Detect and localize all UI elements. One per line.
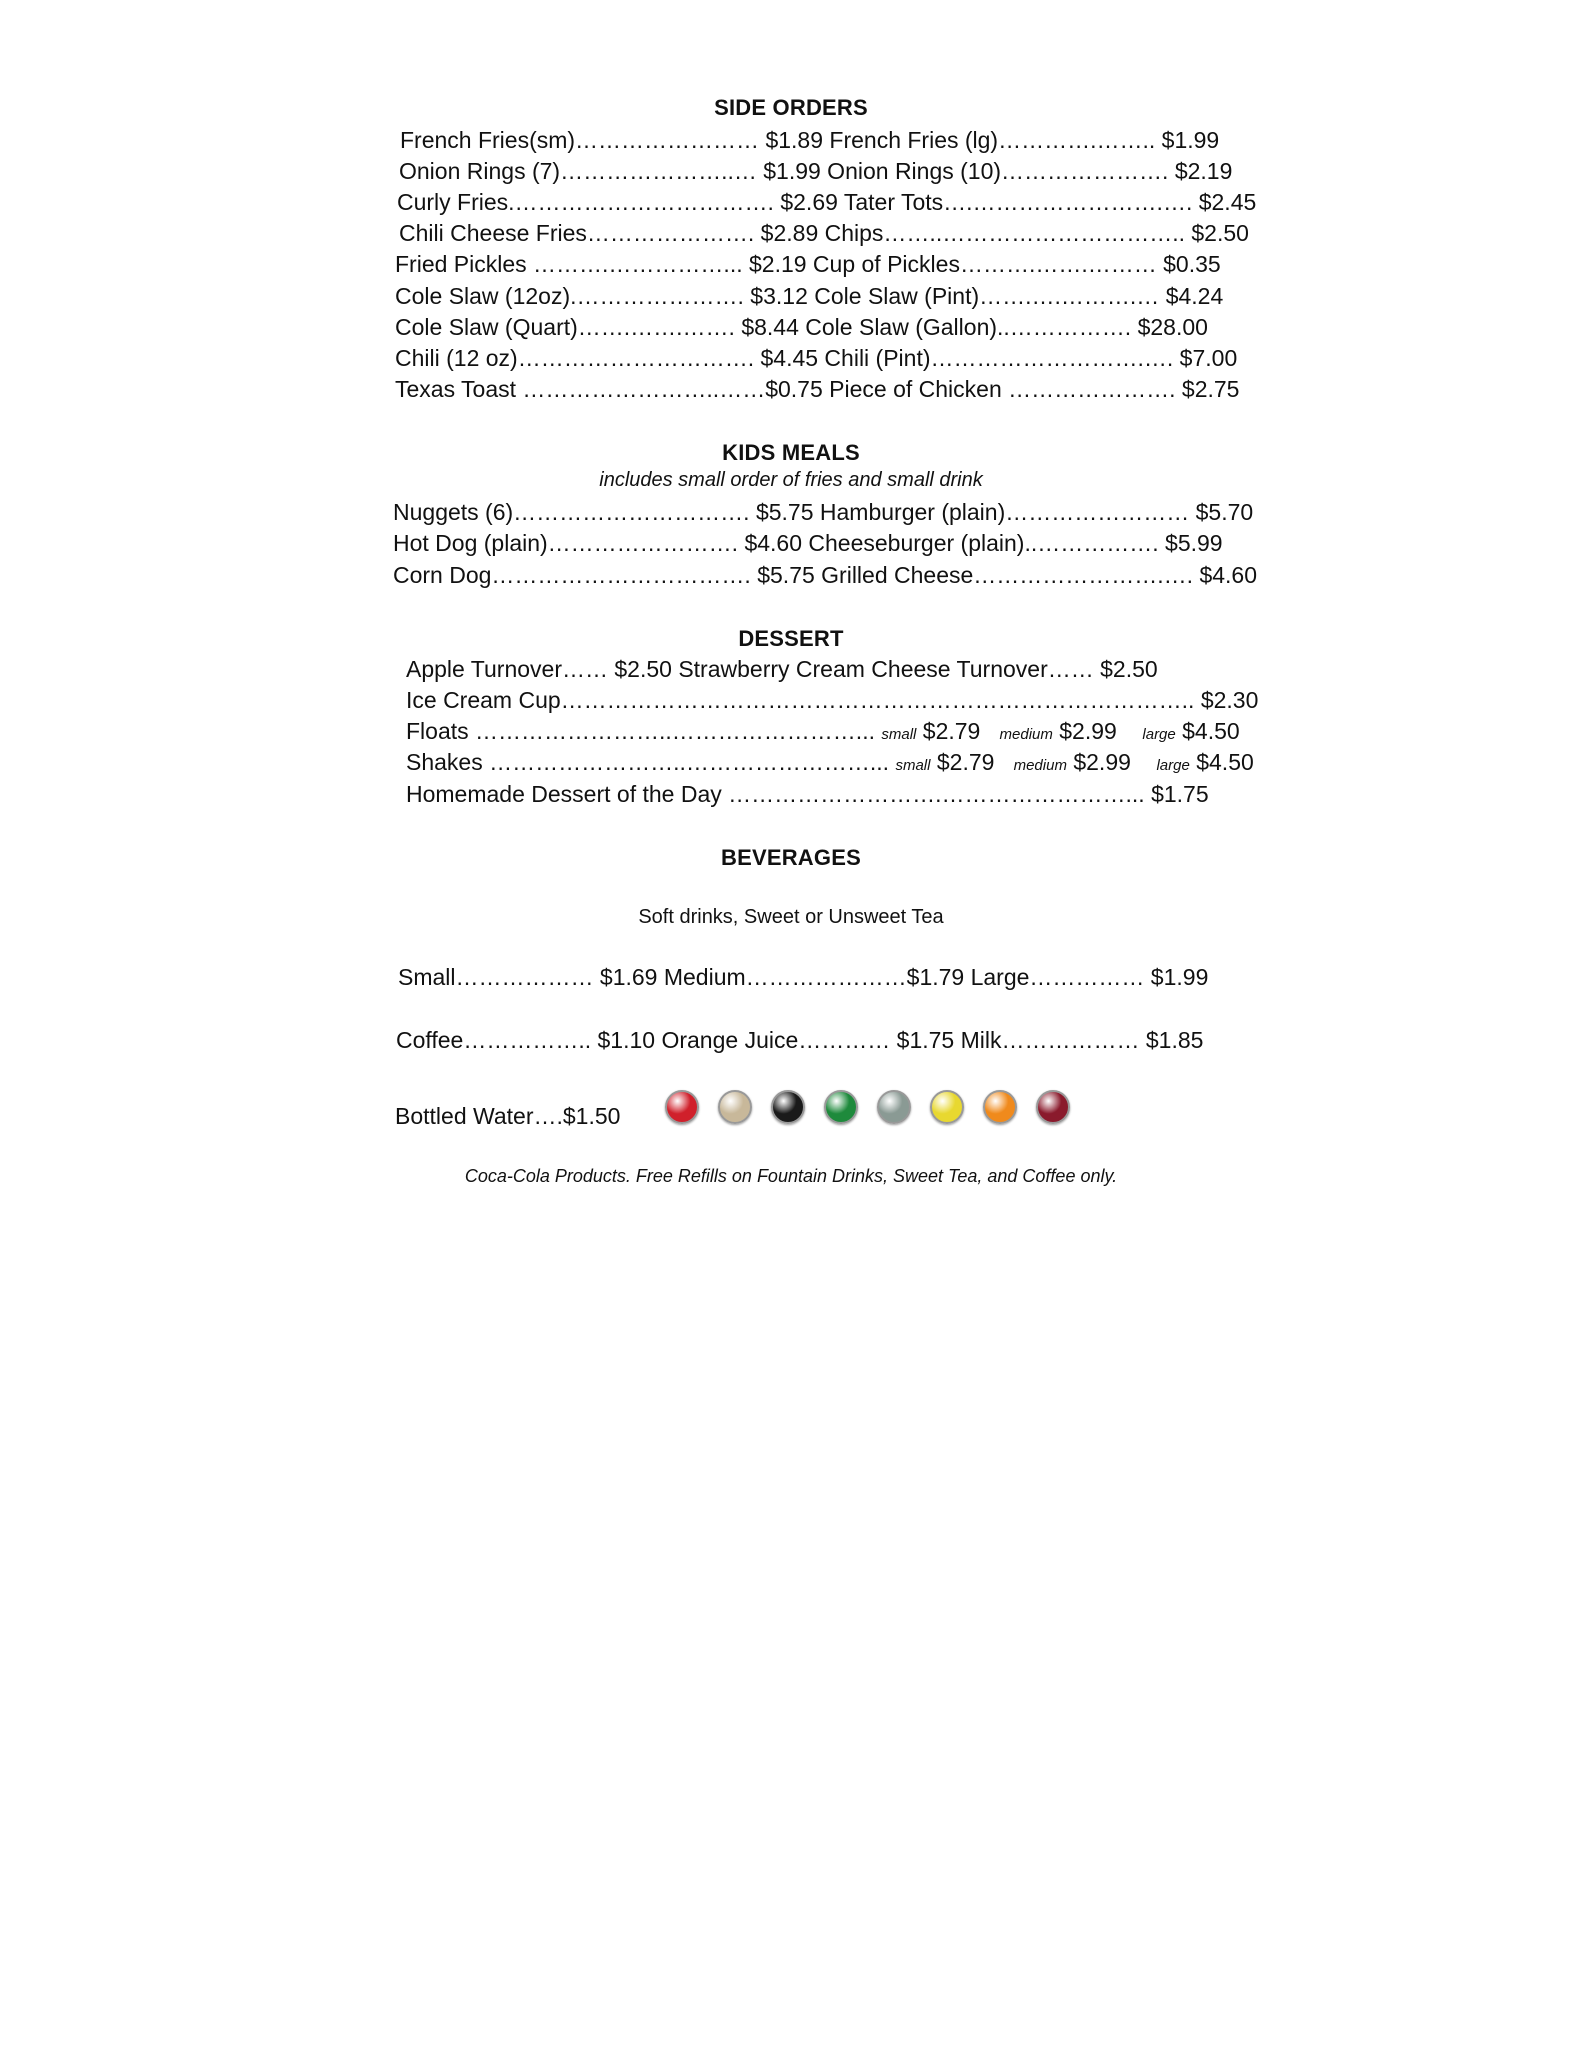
dessert-ice-cream-row: Ice Cream Cup……………………………………………………………………….. $2.30	[406, 687, 1259, 713]
side-orders-title: SIDE ORDERS	[714, 95, 868, 120]
kids-meals-subtitle: includes small order of fries and small drink	[599, 469, 983, 491]
price-large: $4.50	[1196, 749, 1254, 775]
dr-pepper-logo-icon	[1036, 1090, 1070, 1124]
size-large-label: large	[1142, 726, 1176, 743]
side-order-row: Texas Toast ……………………..……$0.75 Piece of Chicken …………………. $2.75	[395, 376, 1240, 402]
side-order-row: Onion Rings (7)…………………..… $1.99 Onion Rings (10)…………………. $2.19	[399, 158, 1233, 184]
dessert-title: DESSERT	[738, 626, 844, 651]
brand-logos	[665, 1090, 1070, 1124]
kids-meal-row: Hot Dog (plain)……………………. $4.60 Cheeseburger (plain)..……………. $5.99	[393, 530, 1223, 556]
kids-meal-row: Nuggets (6)…………………………. $5.75 Hamburger (plain)…………………… $5.70	[393, 499, 1254, 525]
side-order-row: Curly Fries.……………………………. $2.69 Tater Tots….…………………….…. $2.45	[397, 189, 1257, 215]
size-small-label: small	[881, 726, 917, 743]
dessert-turnovers-row: Apple Turnover…… $2.50 Strawberry Cream Cheese Turnover…… $2.50	[406, 656, 1158, 682]
beverages-footer: Coca-Cola Products. Free Refills on Fountain Drinks, Sweet Tea, and Coffee only.	[464, 1166, 1118, 1186]
beverage-size-row: Small……………… $1.69 Medium…………………$1.79 Large…………… $1.99	[398, 964, 1209, 990]
price-medium: $2.99	[1059, 718, 1117, 744]
kids-meals-title: KIDS MEALS	[722, 440, 860, 465]
side-order-row: Fried Pickles ……….……………... $2.19 Cup of Pickles……….…….……… $0.35	[395, 251, 1221, 277]
price-medium: $2.99	[1073, 749, 1131, 775]
size-medium-label: medium	[999, 726, 1053, 743]
dessert-homemade-row: Homemade Dessert of the Day ……………………….……………………... $1.75	[406, 781, 1209, 807]
dessert-shakes-row	[406, 748, 1254, 780]
coke-zero-logo-icon	[771, 1090, 805, 1124]
side-order-row: French Fries(sm)…………………… $1.89 French Fries (lg)………….…….. $1.99	[400, 127, 1220, 153]
fanta-logo-icon	[983, 1090, 1017, 1124]
side-order-row: Cole Slaw (Quart)…….…….……. $8.44 Cole Slaw (Gallon)..……………. $28.00	[395, 314, 1208, 340]
kids-meal-row: Corn Dog……………………………. $5.75 Grilled Cheese…………………….…. $4.60	[393, 562, 1258, 588]
price-small: $2.79	[936, 749, 995, 775]
pibb-logo-icon	[877, 1090, 911, 1124]
size-large-label: large	[1156, 757, 1190, 774]
size-small-label: small	[895, 757, 931, 774]
shakes-label: Shakes ……………………..……………………...	[406, 749, 890, 775]
coke-logo-icon	[718, 1090, 752, 1124]
beverages-subtitle: Soft drinks, Sweet or Unsweet Tea	[638, 906, 944, 928]
bottled-water-row: Bottled Water….$1.50	[395, 1103, 621, 1129]
minute-maid-logo-icon	[930, 1090, 964, 1124]
price-large: $4.50	[1182, 718, 1240, 744]
side-order-row: Chili (12 oz)…………………………. $4.45 Chili (Pint)……………………….…. $7.00	[395, 345, 1238, 371]
price-small: $2.79	[922, 718, 981, 744]
size-medium-label: medium	[1013, 757, 1067, 774]
side-order-row: Cole Slaw (12oz).…………………. $3.12 Cole Slaw (Pint)…….….……….… $4.24	[395, 283, 1224, 309]
floats-label: Floats ……………………..……………………...	[406, 718, 875, 744]
side-order-row: Chili Cheese Fries…………………. $2.89 Chips……..………………………….. $2.50	[399, 220, 1249, 246]
coca-cola-logo-icon	[665, 1090, 699, 1124]
beverage-other-row: Coffee…………….. $1.10 Orange Juice………… $1.75 Milk……………… $1.85	[396, 1027, 1204, 1053]
dessert-floats-row	[406, 717, 1240, 749]
beverages-title: BEVERAGES	[721, 845, 861, 870]
sprite-logo-icon	[824, 1090, 858, 1124]
